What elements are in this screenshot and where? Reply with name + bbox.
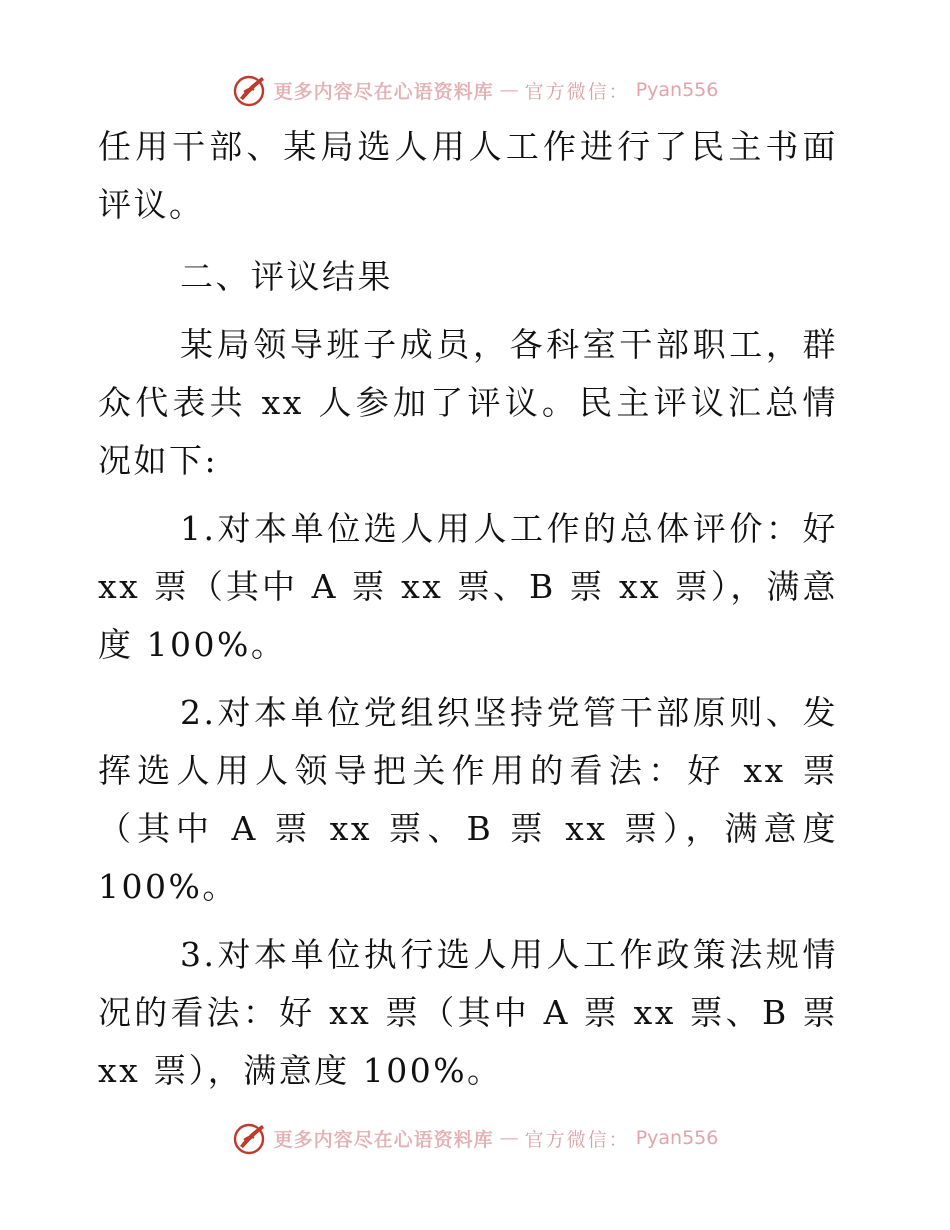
paragraph-intro: 某局领导班子成员，各科室干部职工，群众代表共 xx 人参加了评议。民主评议汇总情况如下: <box>98 325 838 480</box>
brush-logo-icon <box>232 1120 268 1156</box>
watermark-dash: — <box>499 79 519 101</box>
paragraph-item-1: 1.对本单位选人用人工作的总体评价：好 xx 票（其中 A 票 xx 票、B 票 xx 票），满意度 100%。 <box>98 509 838 664</box>
paragraph-item-3: 3.对本单位执行选人用人工作政策法规情况的看法：好 xx 票（其中 A 票 xx 票、B 票 xx 票），满意度 100%。 <box>98 935 838 1090</box>
paragraph-item-2: 2.对本单位党组织坚持党管干部原则、发挥选人用人领导把关作用的看法：好 xx 票（其中 A 票 xx 票、B 票 xx 票），满意度 100%。 <box>98 693 838 906</box>
footer-watermark <box>0 1118 950 1158</box>
watermark-site-text: 更多内容尽在心语资料库 <box>273 1128 494 1151</box>
section-heading: 二、评议结果 <box>180 257 393 296</box>
paragraph-continuation: 任用干部、某局选人用人工作进行了民主书面评议。 <box>98 127 838 224</box>
watermark-dash: — <box>499 1127 519 1149</box>
watermark-account-id: Pyan556 <box>635 79 719 101</box>
header-watermark <box>0 70 950 110</box>
watermark-account-id: Pyan556 <box>635 1127 719 1149</box>
watermark-site-text: 更多内容尽在心语资料库 <box>273 80 494 103</box>
brush-logo-icon <box>232 72 268 108</box>
watermark-official-label: 官方微信： <box>524 80 630 103</box>
watermark-official-label: 官方微信： <box>524 1128 630 1151</box>
document-body <box>98 118 838 1110</box>
